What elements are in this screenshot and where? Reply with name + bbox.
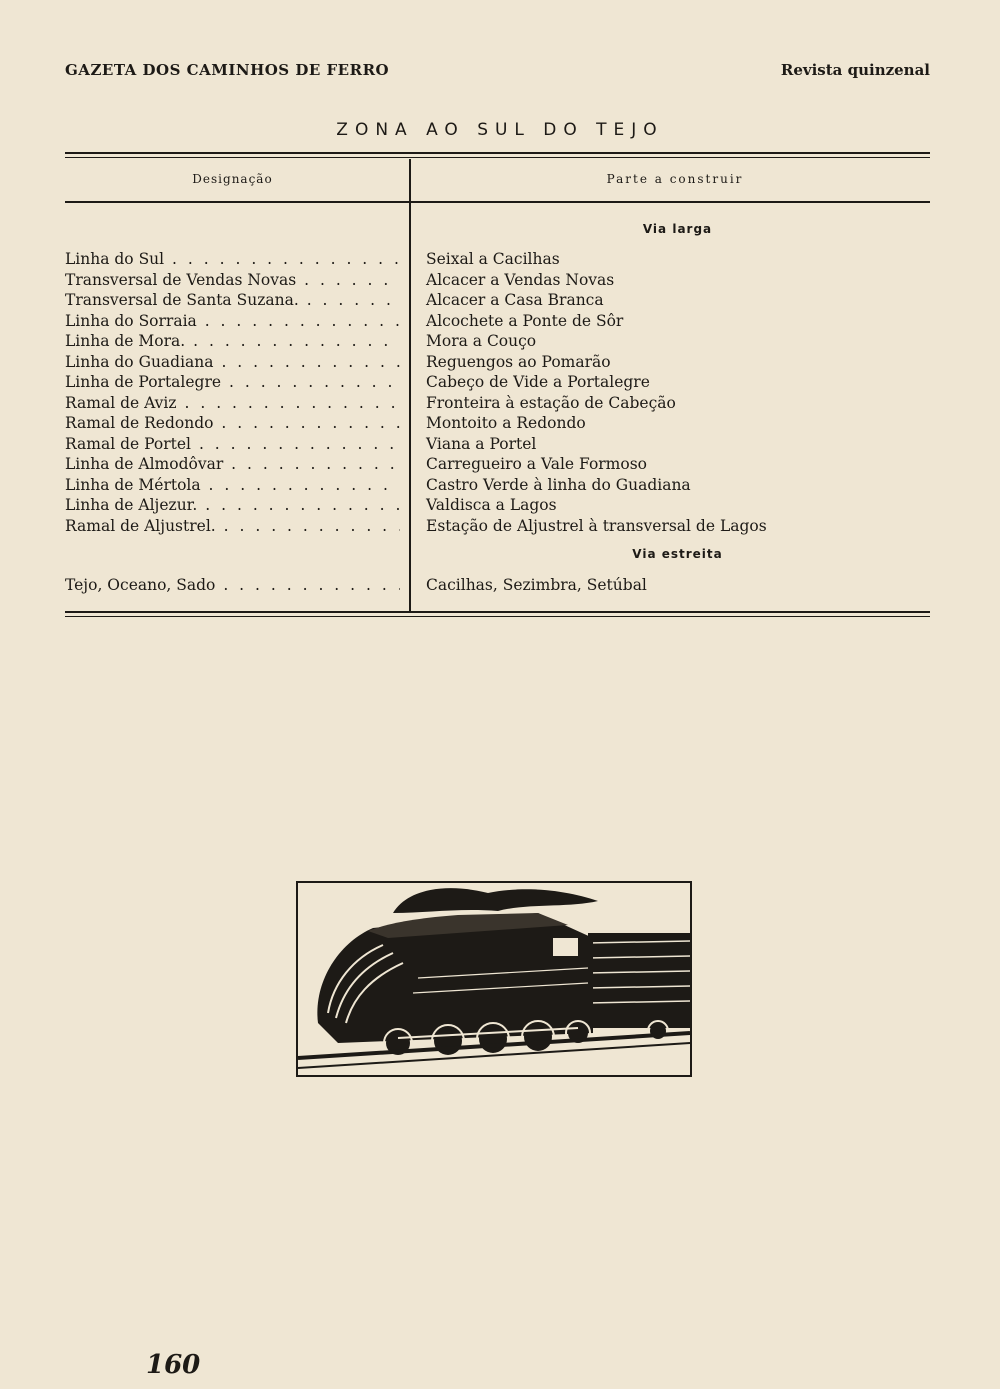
table-row (65, 311, 935, 331)
row-designation: Linha de Portalegre . . . (65, 372, 400, 392)
table-bottom-rule-inner (65, 616, 930, 617)
journal-subtitle: Revista quinzenal (780, 61, 930, 79)
row-designation: Ramal de Redondo . . . (65, 413, 400, 433)
row-designation: Linha do Sul . . . (65, 249, 400, 269)
table-row (65, 516, 935, 536)
column-header-designacao: Designação (192, 172, 273, 186)
row-part: Carregueiro a Vale Formoso (426, 455, 647, 473)
table-row (65, 352, 935, 372)
table-row (65, 393, 935, 413)
row-part: Cabeço de Vide a Portalegre (426, 373, 650, 391)
table-row (65, 249, 935, 269)
table-row (65, 495, 935, 515)
row-designation: Ramal de Aviz . . . (65, 393, 400, 413)
table-top-rule (65, 152, 930, 154)
row-part: Castro Verde à linha do Guadiana (426, 475, 691, 494)
row-designation: Linha de Aljezur. . . . (65, 495, 400, 515)
table-row (65, 454, 935, 474)
row-part: Fronteira à estação de Cabeção (426, 393, 676, 412)
row-designation: Linha do Guadiana . . . (65, 352, 400, 372)
page-number: 160 (146, 1350, 201, 1380)
header-bottom-rule (65, 201, 930, 203)
row-part: Montoito a Redondo (426, 414, 586, 432)
table-row (65, 290, 935, 310)
row-designation: Linha de Mora. . . . (65, 331, 400, 351)
row-part: Valdisca a Lagos (426, 496, 557, 514)
table-bottom-rule (65, 611, 930, 613)
table-row (65, 270, 935, 290)
table-row (65, 575, 935, 595)
table-row (65, 413, 935, 433)
row-designation: Linha do Sorraia . . . (65, 311, 400, 331)
table-row (65, 372, 935, 392)
row-designation: Ramal de Portel . . . (65, 434, 400, 454)
row-designation: Transversal de Santa Suzana. . . . (65, 290, 400, 310)
section-label-via-estreita: Via estreita (632, 547, 723, 561)
row-part: Mora a Couço (426, 332, 537, 350)
journal-title: GAZETA DOS CAMINHOS DE FERRO (65, 61, 390, 79)
table-top-rule-inner (65, 157, 930, 158)
column-header-parte: Parte a construir (606, 172, 744, 186)
row-designation: Transversal de Vendas Novas . . . (65, 270, 400, 290)
row-part: Cacilhas, Sezimbra, Setúbal (426, 576, 647, 594)
row-designation: Ramal de Aljustrel. . . . (65, 516, 400, 536)
row-designation: Tejo, Oceano, Sado . . . (65, 575, 400, 595)
table-row (65, 434, 935, 454)
row-designation: Linha de Almodôvar . . . (65, 454, 400, 474)
locomotive-illustration (296, 881, 692, 1077)
row-designation: Linha de Mértola . . . (65, 475, 400, 495)
row-part: Alcacer a Vendas Novas (426, 270, 615, 289)
row-part: Reguengos ao Pomarão (426, 352, 611, 371)
row-part: Alcacer a Casa Branca (426, 291, 604, 309)
section-label-via-larga: Via larga (642, 222, 713, 236)
row-part: Seixal a Cacilhas (426, 250, 560, 268)
table-row (65, 475, 935, 495)
locomotive-icon (298, 883, 690, 1075)
row-part: Alcochete a Ponte de Sôr (426, 311, 624, 330)
row-part: Estação de Aljustrel à transversal de Lagos (426, 516, 767, 535)
table-title: ZONA AO SUL DO TEJO (336, 120, 664, 140)
table-row (65, 331, 935, 351)
row-part: Viana a Portel (426, 434, 537, 453)
